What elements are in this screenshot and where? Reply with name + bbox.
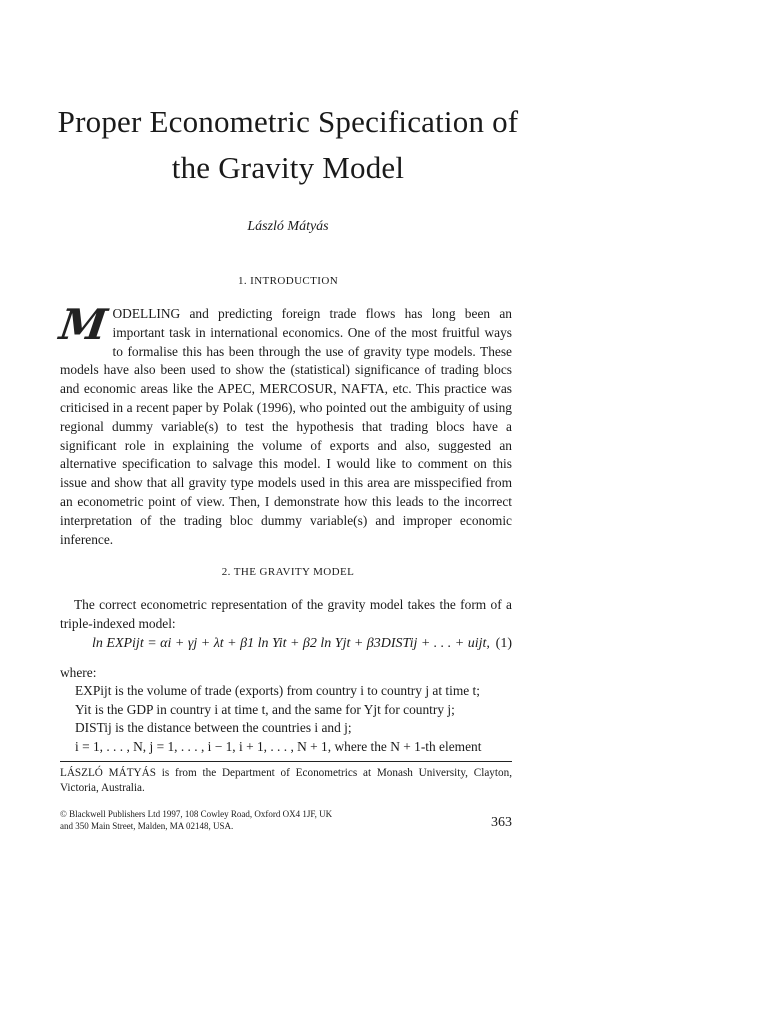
variable-definitions: [60, 664, 512, 756]
section-heading-introduction: 1. INTRODUCTION: [237, 275, 339, 287]
equation-body: ln EXPijt = αi + γj + λt + β1 ln Yit + β2 ln Yjt + β3DISTij + . . . + uijt,: [92, 636, 490, 651]
definition-indices: i = 1, . . . , N, j = 1, . . . , i − 1, i + 1, . . . , N + 1, where the N + 1-th element: [75, 738, 482, 754]
article-title-line-2: the Gravity Model: [171, 150, 405, 185]
definition-gdp: Yit is the GDP in country i at time t, and the same for Yjt for country j;: [75, 701, 455, 717]
author-name: László Mátyás: [247, 219, 329, 234]
where-label: where:: [60, 665, 97, 680]
article-title-line-1: Proper Econometric Specification of: [57, 104, 519, 139]
dropcap-letter: M: [56, 300, 111, 349]
page-number: 363: [491, 815, 512, 830]
equation-1: [92, 636, 512, 652]
introduction-paragraph: [56, 300, 512, 549]
copyright-line-2: and 350 Main Street, Malden, MA 02148, USA.: [60, 821, 234, 831]
copyright-notice: [60, 808, 440, 832]
footnote-divider: [60, 761, 512, 762]
definition-dist: DISTij is the distance between the countries i and j;: [75, 720, 352, 736]
definition-exp: EXPijt is the volume of trade (exports) from country i to country j at time t;: [75, 683, 480, 699]
gravity-model-paragraph: The correct econometric representation of the gravity model takes the form of a triple-indexed model:: [60, 597, 512, 631]
introduction-text: ODELLING and predicting foreign trade flows has long been an important task in international economics. One of the most fruitful ways to formalise this has been through the use of gravity type models. These models have also been used to show the (statistical) significance of trading blocs and economic areas like the APEC, MERCOSUR, NAFTA, etc. This practice was criticised in a recent paper by Polak (1996), who pointed out the ambiguity of using regional dummy variable(s) to test the hypothesis that trading blocs have a significant role in explaining the volume of exports and also, suggested an alternative specification to salvage this model. I would like to comment on this issue and show that all gravity type models used in this area are misspecified from an econometric point of view. Then, I demonstrate how this leads to the incorrect interpretation of the trading bloc dummy variable(s) and improper economic inference.: [60, 306, 512, 547]
section-heading-gravity-model: 2. THE GRAVITY MODEL: [221, 566, 355, 578]
equation-number: (1): [495, 636, 512, 651]
author-footnote: LÁSZLÓ MÁTYÁS is from the Department of Econometrics at Monash University, Clayton, Victoria, Australia.: [60, 767, 512, 794]
copyright-line-1: © Blackwell Publishers Ltd 1997, 108 Cowley Road, Oxford OX4 1JF, UK: [60, 809, 333, 819]
